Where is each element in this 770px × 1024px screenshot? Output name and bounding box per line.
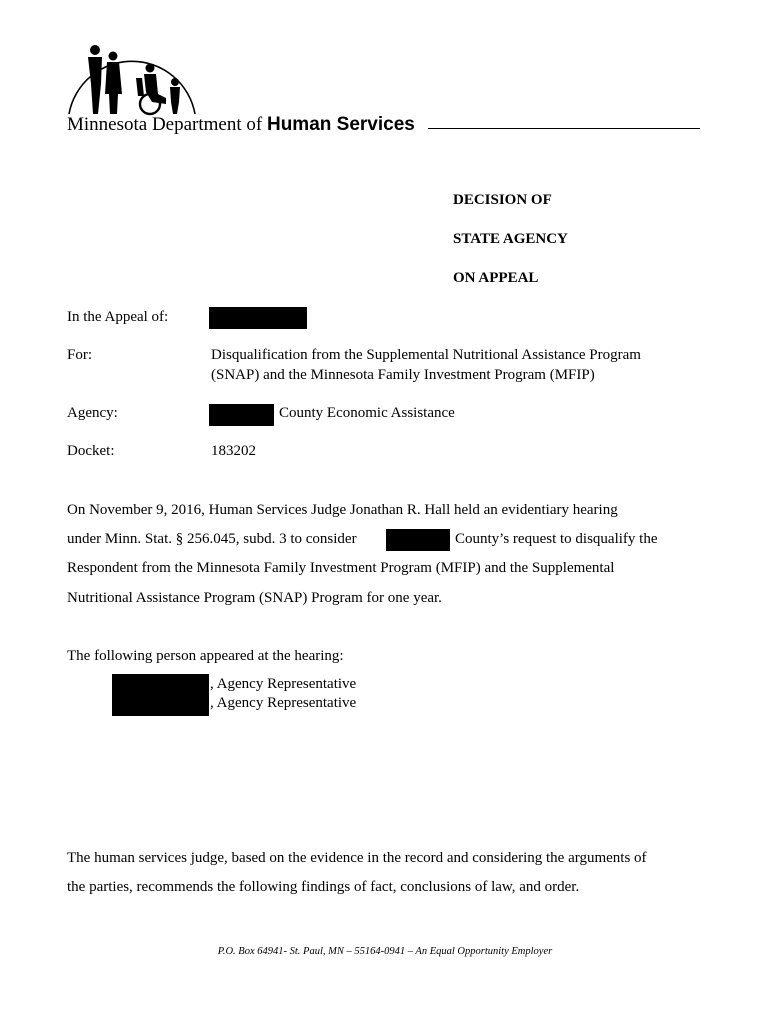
- appearances-intro: The following person appeared at the hearing:: [67, 648, 344, 664]
- footer-address: P.O. Box 64941- St. Paul, MN – 55164-0941 – An Equal Opportunity Employer: [217, 946, 553, 957]
- for-value-line2: (SNAP) and the Minnesota Family Investment Program (MFIP): [211, 367, 595, 383]
- redacted-representative-name: [112, 674, 209, 696]
- header-rule: [428, 128, 700, 129]
- hearing-line3: Respondent from the Minnesota Family Investment Program (MFIP) and the Supplemental: [67, 560, 615, 576]
- org-name: [67, 114, 415, 136]
- redacted-county-name: [209, 404, 274, 426]
- decision-heading-line2: STATE AGENCY: [453, 231, 568, 247]
- redacted-representative-name: [112, 695, 209, 716]
- docket-value: 183202: [211, 443, 256, 459]
- agency-label: Agency:: [67, 405, 118, 421]
- redacted-county-name: [386, 529, 450, 551]
- representative-2: , Agency Representative: [210, 695, 357, 711]
- decision-heading-line3: ON APPEAL: [453, 270, 539, 286]
- hearing-line1: On November 9, 2016, Human Services Judge Jonathan R. Hall held an evidentiary hearing: [67, 502, 618, 518]
- org-name-bold: Human Services: [266, 114, 415, 135]
- decision-heading-line1: DECISION OF: [453, 192, 552, 208]
- appeal-label: In the Appeal of:: [67, 309, 169, 325]
- agency-value: County Economic Assistance: [279, 405, 455, 421]
- hearing-line2b: County’s request to disqualify the: [455, 531, 658, 547]
- hearing-line2a: under Minn. Stat. § 256.045, subd. 3 to consider: [67, 531, 357, 547]
- org-name-regular: Minnesota Department of: [67, 114, 267, 135]
- representative-1: , Agency Representative: [210, 676, 357, 692]
- recommendation-line1: The human services judge, based on the evidence in the record and considering the arguments of: [67, 850, 647, 866]
- for-value-line1: Disqualification from the Supplemental Nutritional Assistance Program: [211, 347, 641, 363]
- for-label: For:: [67, 347, 93, 363]
- recommendation-line2: the parties, recommends the following findings of fact, conclusions of law, and order.: [67, 879, 580, 895]
- dhs-family-logo: [66, 44, 198, 116]
- docket-label: Docket:: [67, 443, 115, 459]
- hearing-line4: Nutritional Assistance Program (SNAP) Program for one year.: [67, 590, 442, 606]
- redacted-appellant-name: [209, 307, 307, 329]
